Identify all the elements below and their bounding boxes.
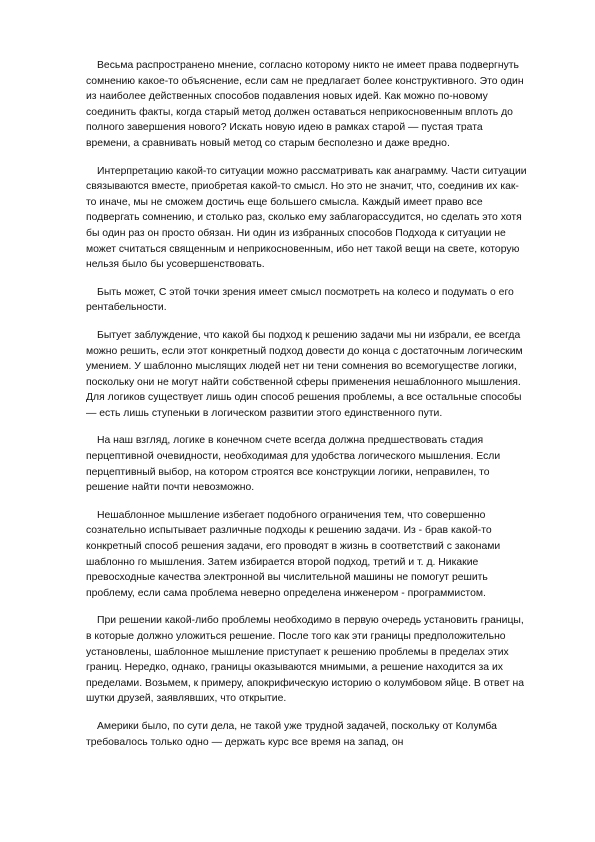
paragraph: Нешаблонное мышление избегает подобного ограничения тем, что совершенно сознательно испытывает различные подходы к решению задачи. Из - брав какой-то конкретный способ решения задачи, его проводят в жизнь в соответствий с законами шаблонно го мышления. Затем избирается второй подход, третий и т. д. Никакие превосходные качества электронной вы числительной машины не помогут решить проблему, если сама проблема неверно определена инженером - программистом.	[86, 509, 501, 599]
paragraph: Весьма распространено мнение, согласно которому никто не имеет права подвергнуть сомнению какое-то объяснение, если сам не предлагает более конструктивного. Это один из наиболее действенных способов подавления новых идей. Как можно по-новому соединить факты, когда старый метод должен оставаться неприкосновенным вплоть до полного завершения нового? Искать новую идею в рамках старой — пустая трата времени, а сравнивать новый метод со старым бесполезно и даже вредно.	[86, 60, 524, 149]
paragraph: На наш взгляд, логике в конечном счете всегда должна предшествовать стадия перцептивной очевидности, необходимая для удобства логического мышления. Если перцептивный выбор, на котором строятся все конструкции логики, неправилен, то решение найти почти невозможно.	[86, 435, 501, 494]
paragraph: Интерпретацию какой-то ситуации можно рассматривать как анаграмму. Части ситуации связываются вместе, приобретая какой-то смысл. Но это не значит, что, соединив их как-то иначе, мы не сможем достичь еще большего смысла. Каждый имеет право все подвергать сомнению, и столько раз, сколько ему заблагорассудится, но сделать это хотя бы один раз он просто обязан. Ни один из избранных способов Подхода к ситуации не может считаться священным и неприкосновенным, ибо нет такой вещи на свете, которую нельзя было бы усовершенствовать.	[86, 165, 527, 271]
paragraph: Бытует заблуждение, что какой бы подход к решению задачи мы ни избрали, ее всегда можно решить, если этот конкретный подход довести до конца с достаточным логическим умением. У шаблонно мыслящих людей нет ни тени сомнения во всемогуществе логики, поскольку они не могут найти собственной сферы применения нешаблонного мышления. Для логиков существует лишь один способ решения проблемы, а все остальные способы — есть лишь ступеньки в логическом развитии этого единственного пути.	[86, 329, 523, 419]
document-body	[86, 58, 528, 762]
paragraph: Америки было, по сути дела, не такой уже трудной задачей, поскольку от Колумба требовалось только одно — держать курс все время на запад, он	[86, 720, 497, 748]
paragraph: При решении какой-либо проблемы необходимо в первую очередь установить границы, в которые должно уложиться решение. После того как эти границы предположительно установлены, шаблонное мышление приступает к решению проблемы в пределах этих границ. Нередко, однако, границы оказываются мнимыми, а решение находится за их пределами. Возьмем, к примеру, апокрифическую историю о колумбовом яйце. В ответ на шутки друзей, заявлявших, что открытие.	[86, 615, 524, 705]
paragraph: Быть может, С этой точки зрения имеет смысл посмотреть на колесо и подумать о его рентабельности.	[86, 286, 514, 314]
